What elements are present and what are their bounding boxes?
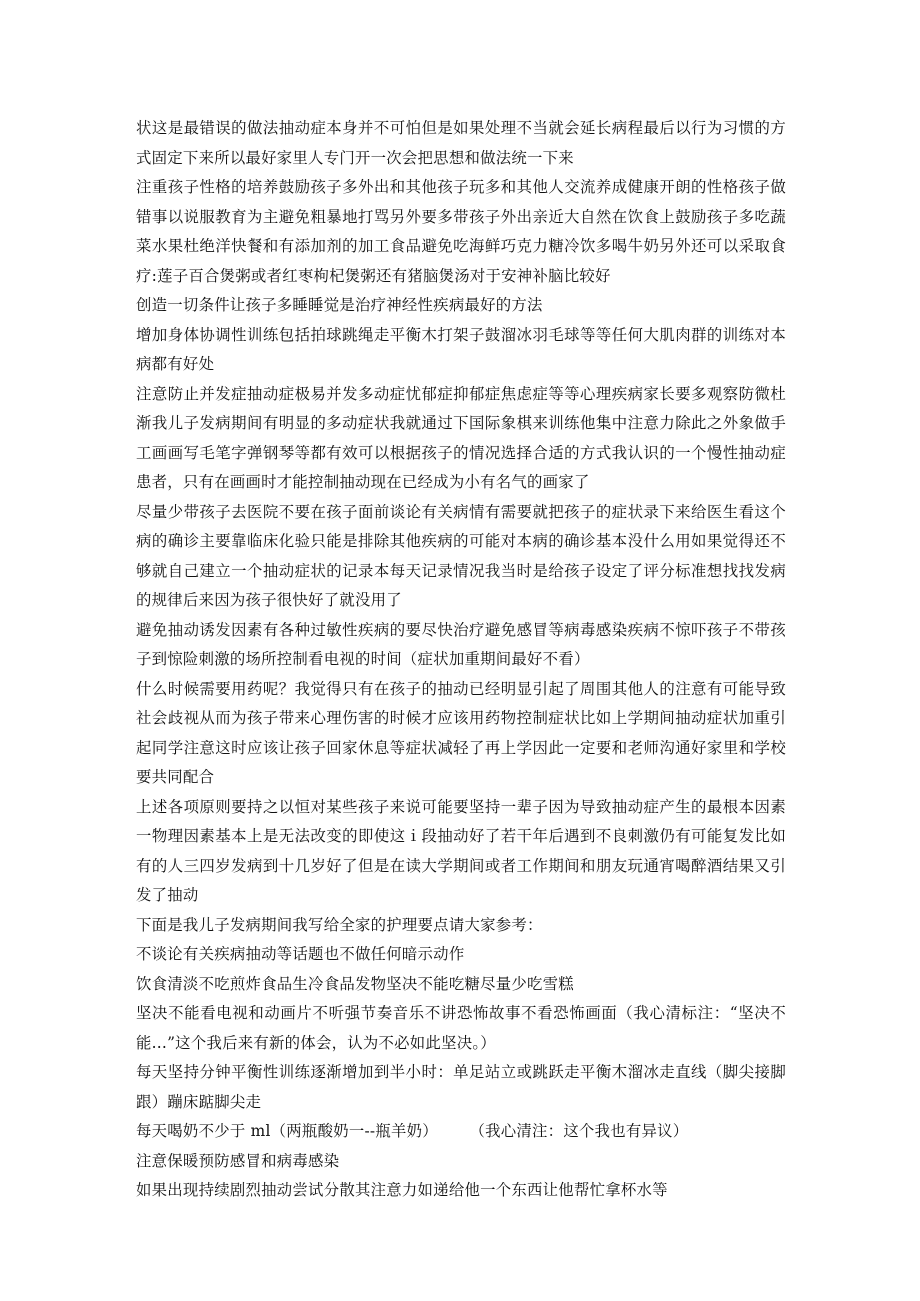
paragraph: 每天喝奶不少于 ml（两瓶酸奶一--瓶羊奶） （我心清注：这个我也有异议） — [136, 1122, 689, 1140]
paragraph: 什么时候需要用药呢？我觉得只有在孩子的抽动已经明显引起了周围其他人的注意有可能导致社会歧视从而为孩子带来心理伤害的时候才应该用药物控制症状比如上学期间抽动症状加重引起同学注意这时应该让孩子回家休息等症状减轻了再上学因此一定要和老师沟通好家里和学校要共同配合 — [136, 679, 786, 786]
paragraph: 不谈论有关疾病抽动等话题也不做任何暗示动作 — [136, 945, 465, 963]
paragraph: 尽量少带孩子去医院不要在孩子面前谈论有关病情有需要就把孩子的症状录下来给医生看这个病的确诊主要靠临床化验只能是排除其他疾病的可能对本病的确诊基本没什么用如果觉得还不够就自己建立一个抽动症状的记录本每天记录情况我当时是给孩子设定了评分标准想找找发病的规律后来因为孩子很快好了就没用了 — [136, 502, 786, 609]
paragraph: 每天坚持分钟平衡性训练逐渐增加到半小时：单足站立或跳跃走平衡木溜冰走直线（脚尖接脚跟）蹦床踮脚尖走 — [136, 1063, 786, 1111]
paragraph: 坚决不能看电视和动画片不听强节奏音乐不讲恐怖故事不看恐怖画面（我心清标注：“坚决不能...”这个我后来有新的体会，认为不必如此坚决。） — [136, 1004, 786, 1052]
paragraph: 饮食清淡不吃煎炸食品生冷食品发物坚决不能吃糖尽量少吃雪糕 — [136, 974, 574, 993]
paragraph: 注重孩子性格的培养鼓励孩子多外出和其他孩子玩多和其他人交流养成健康开朗的性格孩子做错事以说服教育为主避免粗暴地打骂另外要多带孩子外出亲近大自然在饮食上鼓励孩子多吃蔬菜水果杜绝洋快餐和有添加剂的加工食品避免吃海鲜巧克力糖冷饮多喝牛奶另外还可以采取食疗:莲子百合煲粥或者红枣枸杞煲粥还有猪脑煲汤对于安神补脑比较好 — [136, 178, 786, 285]
paragraph: 下面是我儿子发病期间我写给全家的护理要点请大家参考： — [136, 915, 543, 934]
paragraph: 避免抽动诱发因素有各种过敏性疾病的要尽快治疗避免感冒等病毒感染疾病不惊吓孩子不带孩子到惊险刺激的场所控制看电视的时间（症状加重期间最好不看） — [136, 620, 786, 668]
paragraph: 增加身体协调性训练包括拍球跳绳走平衡木打架子鼓溜冰羽毛球等等任何大肌肉群的训练对本病都有好处 — [136, 325, 786, 373]
paragraph: 上述各项原则要持之以恒对某些孩子来说可能要坚持一辈子因为导致抽动症产生的最根本因素一物理因素基本上是无法改变的即使这ｉ段抽动好了若干年后遇到不良刺激仍有可能复发比如有的人三四岁发病到十几岁好了但是在读大学期间或者工作期间和朋友玩通宵喝醉酒结果又引发了抽动 — [136, 797, 786, 904]
paragraph: 状这是最错误的做法抽动症本身并不可怕但是如果处理不当就会延长病程最后以行为习惯的方式固定下来所以最好家里人专门开一次会把思想和做法统一下来 — [136, 119, 786, 167]
paragraph: 注意保暖预防感冒和病毒感染 — [136, 1151, 340, 1170]
paragraph: 如果出现持续剧烈抽动尝试分散其注意力如递给他一个东西让他帮忙拿杯水等 — [136, 1181, 668, 1199]
paragraph: 创造一切条件让孩子多睡睡觉是治疗神经性疾病最好的方法 — [136, 296, 543, 314]
document-body — [136, 114, 786, 1206]
paragraph: 注意防止并发症抽动症极易并发多动症忧郁症抑郁症焦虑症等等心理疾病家长要多观察防微杜渐我儿子发病期间有明显的多动症状我就通过下国际象棋来训练他集中注意力除此之外象做手工画画写毛笔字弹钢琴等都有效可以根据孩子的情况选择合适的方式我认识的一个慢性抽动症患者，只有在画画时才能控制抽动现在已经成为小有名气的画家了 — [136, 384, 786, 491]
